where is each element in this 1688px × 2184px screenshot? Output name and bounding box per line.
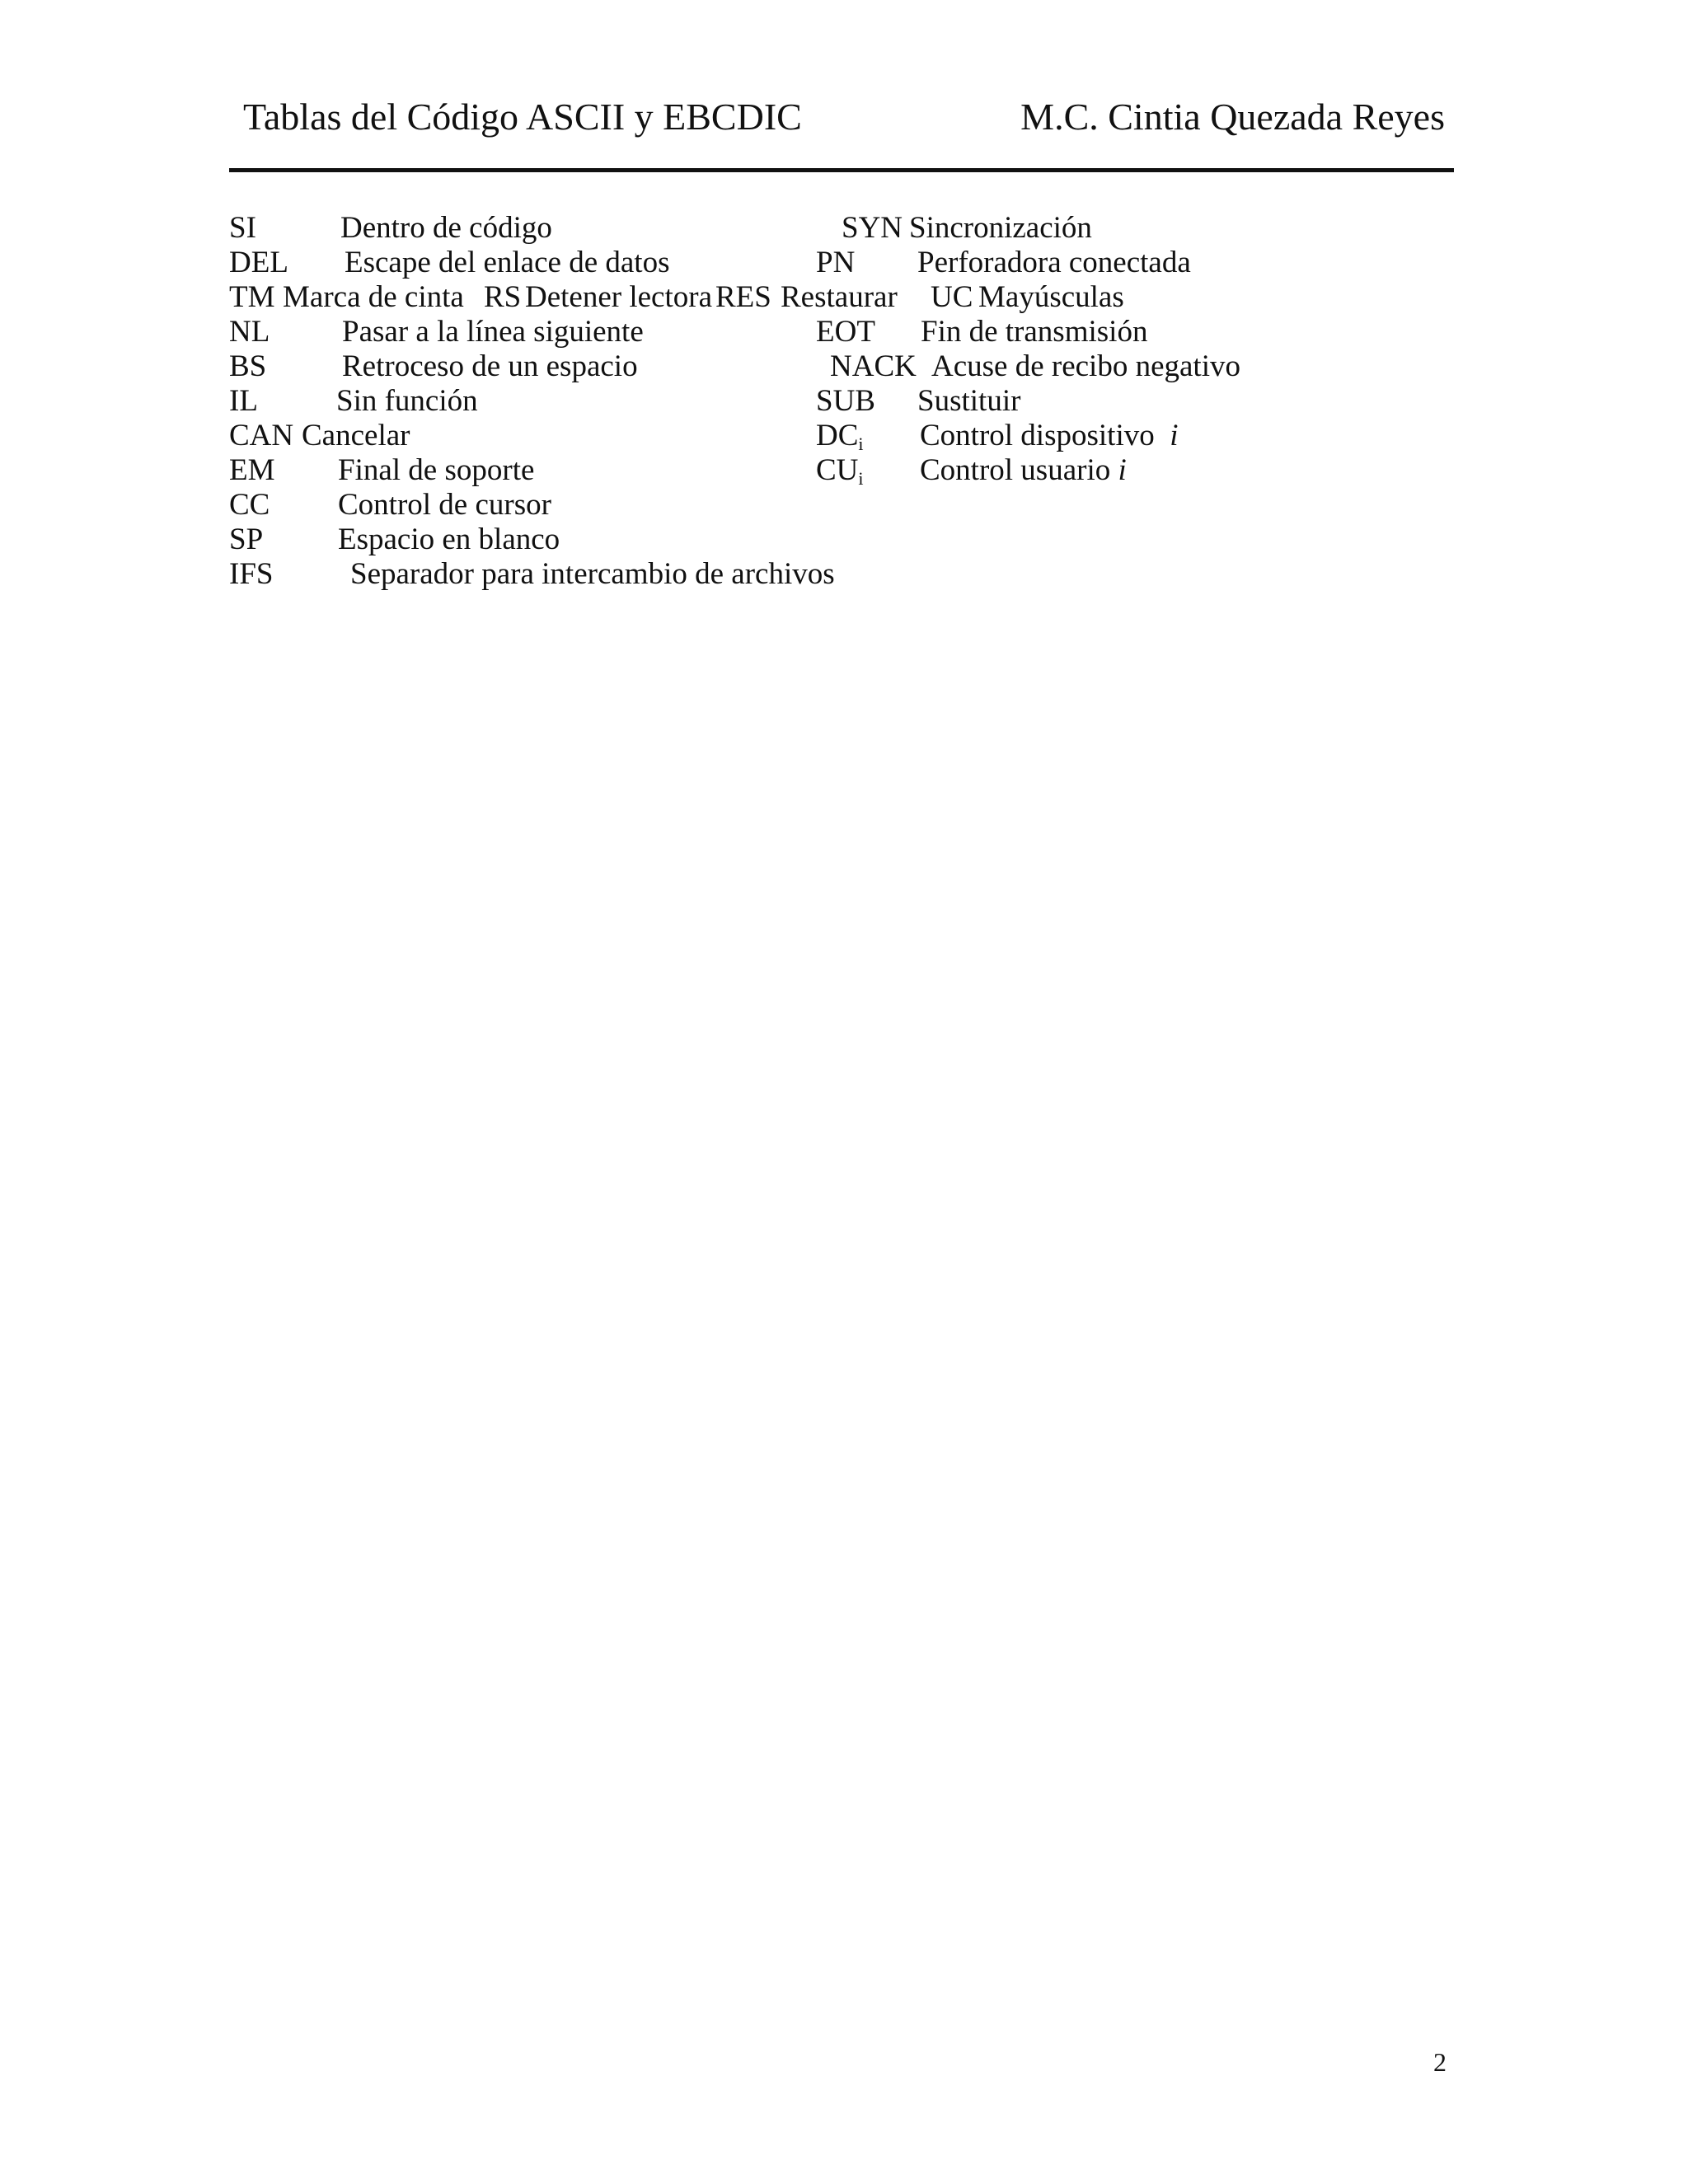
desc-il: Sin función [336,384,478,418]
desc-cui [920,453,1127,488]
desc-si: Dentro de código [340,211,552,245]
code-dci [816,419,864,453]
code-bs: BS [229,349,267,383]
desc-bs: Retroceso de un espacio [342,349,638,383]
code-can: CAN [229,419,294,452]
code-ifs: IFS [229,557,274,591]
code-cu: CU [816,453,859,487]
desc-nack: Acuse de recibo negativo [931,349,1240,383]
desc-cu-text: Control usuario [920,453,1111,487]
code-uc: UC [931,280,973,314]
code-nl: NL [229,315,270,349]
desc-em: Final de soporte [338,453,535,487]
code-si: SI [229,211,256,245]
desc-cc: Control de cursor [338,488,551,522]
desc-cu-italic: i [1118,453,1127,487]
code-dc: DC [816,419,859,452]
desc-sp: Espacio en blanco [338,523,560,556]
code-eot: EOT [816,315,875,349]
desc-dci [920,419,1179,453]
code-cc: CC [229,488,270,522]
code-res: RES [715,280,771,314]
desc-res: Restaurar [781,280,898,314]
desc-nl: Pasar a la línea siguiente [342,315,644,349]
code-cui [816,453,864,488]
desc-dc-italic: i [1170,419,1179,452]
desc-eot: Fin de transmisión [921,315,1148,349]
desc-uc: Mayúsculas [978,280,1124,314]
code-del: DEL [229,246,288,279]
desc-syn: Sincronización [909,211,1092,245]
desc-del: Escape del enlace de datos [345,246,670,279]
page-number: 2 [1433,2047,1447,2077]
code-cu-subscript: i [858,468,864,489]
document-title: Tablas del Código ASCII y EBCDIC [243,96,802,138]
desc-sub: Sustituir [917,384,1021,418]
code-dc-subscript: i [858,434,864,454]
code-tm: TM [229,280,275,314]
desc-pn: Perforadora conectada [917,246,1191,279]
code-sp: SP [229,523,264,556]
desc-ifs: Separador para intercambio de archivos [350,557,835,591]
code-syn: SYN [842,211,903,245]
desc-rs: Detener lectora [525,280,712,314]
desc-tm: Marca de cinta [283,280,464,314]
code-nack: NACK [830,349,917,383]
desc-can: Cancelar [302,419,410,452]
code-em: EM [229,453,275,487]
header-divider [229,168,1454,172]
desc-dc-text: Control dispositivo [920,419,1155,452]
code-rs: RS [484,280,522,314]
code-il: IL [229,384,258,418]
code-sub: SUB [816,384,875,418]
document-author: M.C. Cintia Quezada Reyes [1020,96,1445,138]
code-pn: PN [816,246,856,279]
